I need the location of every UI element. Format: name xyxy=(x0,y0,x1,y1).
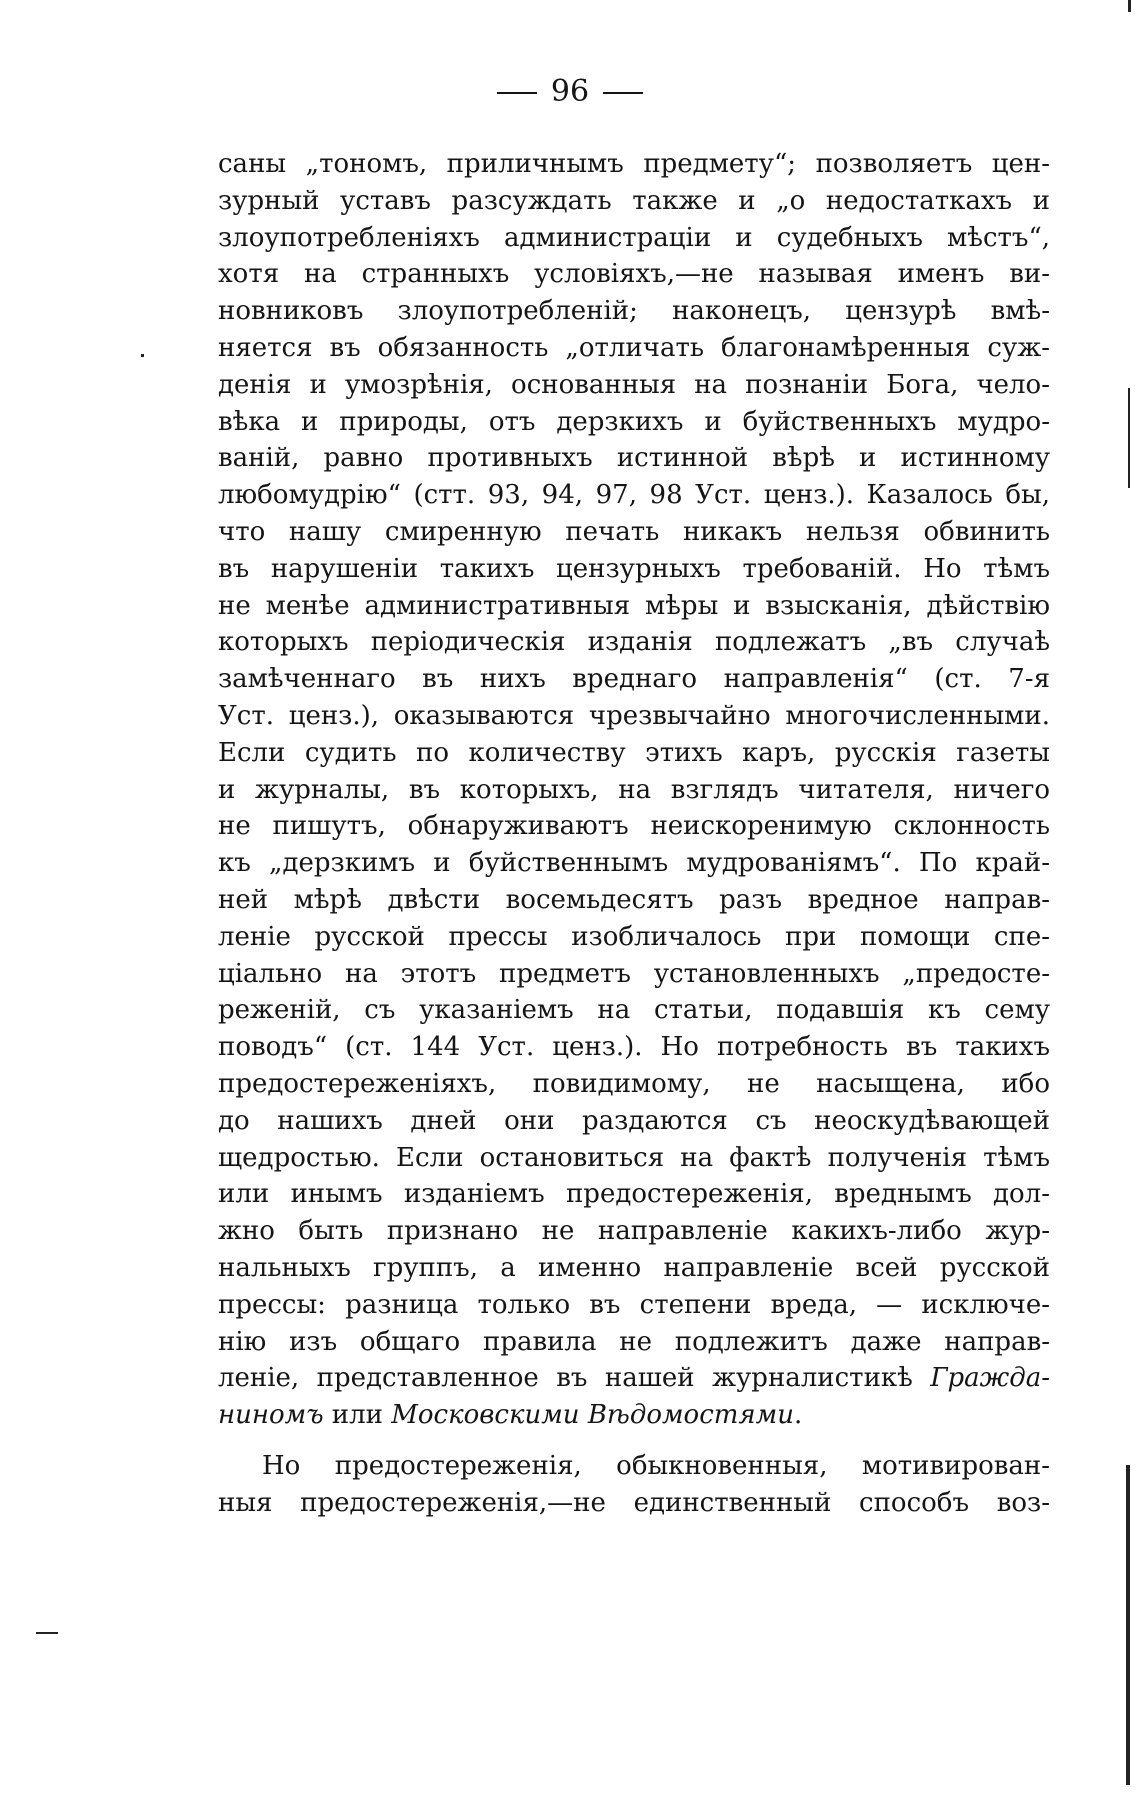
text-line: и журналы, въ которыхъ, на взглядъ читателя, ничего xyxy=(218,774,1050,805)
text-line: прессы: разница только въ степени вреда, — исключе- xyxy=(218,1289,1050,1320)
scan-edge-mark xyxy=(1126,1465,1130,1785)
text-line: денія и умозрѣнія, основанныя на познаніи Бога, чело- xyxy=(218,369,1050,400)
page-body xyxy=(218,146,1050,1521)
text-line: замѣченнаго въ нихъ вреднаго направленія“ (ст. 7-я xyxy=(218,664,1050,695)
paragraph xyxy=(218,146,1050,1434)
text-line: любомудрію“ (стт. 93, 94, 97, 98 Уст. ценз.). Казалось бы, xyxy=(218,480,1050,511)
text-line: до нашихъ дней они раздаются съ неоскудѣвающей xyxy=(218,1105,1050,1136)
text-line: Но предостереженія, обыкновенныя, мотивирован- xyxy=(262,1450,1050,1481)
text-line: ныя предостереженія,—не единственный способъ воз- xyxy=(218,1487,1050,1518)
left-dash xyxy=(497,92,537,94)
text-line: няется въ обязанность „отличать благонамѣренныя суж- xyxy=(218,332,1050,363)
paragraph xyxy=(218,1448,1050,1522)
text-line: щедростью. Если остановиться на фактѣ полученія тѣмъ xyxy=(218,1142,1050,1173)
text-line: реженій, съ указаніемъ на статьи, подавшія къ сему xyxy=(218,995,1050,1026)
text-line: поводъ“ (ст. 144 Уст. ценз.). Но потребность въ такихъ xyxy=(218,1032,1050,1063)
text-line: не менѣе административныя мѣры и взысканія, дѣйствію xyxy=(218,590,1050,621)
text-line: предостереженіяхъ, повидимому, не насыщена, ибо xyxy=(218,1068,1050,1099)
text-line: не пишутъ, обнаруживаютъ неискоренимую склонность xyxy=(218,811,1050,842)
text-line: жно быть признано не направленіе какихъ-либо жур- xyxy=(218,1216,1050,1247)
text-line: злоупотребленіяхъ администраціи и судебныхъ мѣстъ“, xyxy=(218,222,1050,253)
page-number xyxy=(0,72,1140,112)
text-line: зурный уставъ разсуждать также и „о недостаткахъ и xyxy=(218,185,1050,216)
text-line: ціально на этотъ предметъ установленныхъ „предосте- xyxy=(218,958,1050,989)
text-line: новниковъ злоупотребленій; наконецъ, цензурѣ вмѣ- xyxy=(218,296,1050,327)
text-line: къ „дерзкимъ и буйственнымъ мудрованіямъ“. По край- xyxy=(218,848,1050,879)
text-line: Если судить по количеству этихъ каръ, русскія газеты xyxy=(218,737,1050,768)
text-line: нію изъ общаго правила не подлежитъ даже направ- xyxy=(218,1326,1050,1357)
scan-edge-mark xyxy=(1128,388,1130,488)
text-line: ниномъ или Московскими Вѣдомостями. xyxy=(218,1400,803,1431)
text-line: въ нарушеніи такихъ цензурныхъ требованій. Но тѣмъ xyxy=(218,553,1050,584)
right-dash xyxy=(603,92,643,94)
text-line: ваній, равно противныхъ истинной вѣрѣ и истинному xyxy=(218,443,1050,474)
text-line: Уст. ценз.), оказываются чрезвычайно многочисленными. xyxy=(218,700,1050,731)
text-line: или инымъ изданіемъ предостереженія, вреднымъ дол- xyxy=(218,1179,1050,1210)
text-line: что нашу смиренную печать никакъ нельзя обвинить xyxy=(218,516,1050,547)
scan-speck xyxy=(141,354,144,357)
paragraph-gap xyxy=(218,1434,1050,1448)
scan-stray-dash xyxy=(36,1632,58,1634)
text-line: вѣка и природы, отъ дерзкихъ и буйственныхъ мудро- xyxy=(218,406,1050,437)
scan-edge-mark xyxy=(1128,0,1131,12)
text-line: хотя на странныхъ условіяхъ,—не называя именъ ви- xyxy=(218,259,1050,290)
text-line: леніе русской прессы изобличалось при помощи спе- xyxy=(218,921,1050,952)
text-line: ней мѣрѣ двѣсти восемьдесятъ разъ вредное направ- xyxy=(218,884,1050,915)
text-line: нальныхъ группъ, а именно направленіе всей русской xyxy=(218,1252,1050,1283)
page-number-value: 96 xyxy=(550,74,590,109)
text-line: саны „тономъ, приличнымъ предмету“; позволяетъ цен- xyxy=(218,149,1050,179)
text-line: которыхъ періодическія изданія подлежатъ „въ случаѣ xyxy=(218,627,1050,658)
text-line: леніе, представленное въ нашей журналистикѣ Гражда- xyxy=(218,1363,1050,1394)
